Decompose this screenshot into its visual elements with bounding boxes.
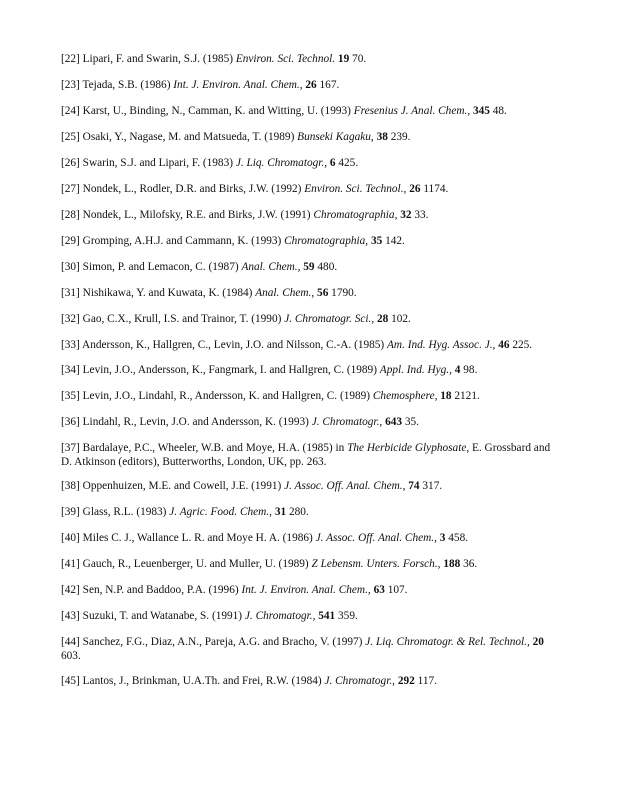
reference-pages: 35.: [404, 415, 419, 428]
reference-journal: Appl. Ind. Hyg.,: [379, 363, 452, 376]
reference-pages: 107.: [387, 584, 408, 596]
reference-entry: [61, 52, 556, 66]
reference-journal: Chemosphere,: [372, 389, 438, 402]
reference-authors: Gao, C.X., Krull, I.S. and Trainor, T. (1990): [82, 313, 282, 325]
reference-authors: Gromping, A.H.J. and Cammann, K. (1993): [82, 235, 282, 247]
reference-pages: 1174.: [423, 183, 449, 195]
reference-entry: [61, 609, 556, 623]
reference-journal: Anal. Chem.,: [241, 261, 301, 273]
reference-number: [26]: [61, 157, 80, 169]
reference-authors: Gauch, R., Leuenberger, U. and Muller, U. (1989): [82, 558, 309, 570]
reference-volume: 19: [337, 53, 350, 65]
reference-authors: Bardalaye, P.C., Wheeler, W.B. and Moye, H.A. (1985) in: [82, 441, 345, 454]
reference-volume: 3: [439, 532, 446, 544]
reference-number: [45]: [61, 674, 80, 687]
reference-number: [44]: [61, 636, 80, 648]
reference-pages: 225.: [512, 339, 533, 351]
reference-pages: 1790.: [331, 287, 357, 299]
reference-number: [41]: [61, 558, 80, 570]
reference-volume: 28: [376, 313, 389, 325]
reference-number: [24]: [61, 105, 80, 117]
reference-journal: J. Assoc. Off. Anal. Chem.,: [284, 480, 406, 492]
reference-authors: Sanchez, F.G., Diaz, A.N., Pareja, A.G. and Bracho, V. (1997): [82, 636, 363, 648]
reference-pages: 458.: [448, 532, 469, 544]
reference-pages: 98.: [463, 363, 478, 376]
reference-number: [35]: [61, 389, 80, 402]
reference-entry: [61, 557, 556, 571]
reference-volume: 345: [472, 105, 490, 117]
reference-pages: 36.: [463, 558, 478, 570]
reference-number: [32]: [61, 313, 80, 325]
reference-entry: [61, 389, 556, 403]
reference-number: [29]: [61, 235, 80, 247]
reference-number: [31]: [61, 287, 80, 299]
reference-authors: Nishikawa, Y. and Kuwata, K. (1984): [82, 287, 253, 299]
reference-volume: 541: [318, 610, 336, 622]
reference-entry: [61, 415, 556, 429]
reference-entry: [61, 312, 556, 326]
reference-authors: Glass, R.L. (1983): [82, 506, 167, 518]
reference-authors: Levin, J.O., Andersson, K., Fangmark, I. and Hallgren, C. (1989): [82, 363, 377, 376]
reference-entry: [61, 583, 556, 597]
reference-volume: 74: [408, 480, 420, 492]
reference-pages: 480.: [317, 261, 338, 273]
reference-authors: Karst, U., Binding, N., Camman, K. and Witting, U. (1993): [82, 105, 351, 117]
reference-journal: The Herbicide Glyphosate,: [347, 441, 470, 454]
reference-journal: J. Agric. Food. Chem.,: [169, 506, 272, 518]
reference-authors: Suzuki, T. and Watanabe, S. (1991): [82, 610, 243, 622]
reference-number: [40]: [61, 532, 80, 544]
reference-pages: 70.: [352, 53, 367, 65]
reference-number: [30]: [61, 261, 80, 273]
reference-entry: [61, 338, 556, 352]
reference-pages: 239.: [390, 131, 411, 143]
reference-volume: 4: [454, 363, 461, 376]
reference-pages: 142.: [385, 235, 405, 247]
reference-number: [22]: [61, 53, 80, 65]
reference-volume: 31: [274, 506, 287, 518]
reference-pages: 317.: [422, 480, 443, 492]
reference-authors: Miles C. J., Wallance L. R. and Moye H. A. (1986): [82, 532, 313, 544]
reference-pages: 280.: [288, 506, 309, 518]
reference-journal: J. Liq. Chromatogr.,: [235, 157, 328, 169]
reference-number: [38]: [61, 480, 80, 492]
reference-entry: [61, 208, 556, 222]
reference-journal: J. Chromatogr.,: [244, 610, 316, 622]
reference-number: [28]: [61, 209, 80, 221]
reference-pages: 2121.: [454, 389, 480, 402]
reference-authors: Lipari, F. and Swarin, S.J. (1985): [82, 53, 233, 65]
reference-volume: 35: [370, 235, 383, 247]
reference-pages: 167.: [319, 79, 340, 91]
reference-authors: Swarin, S.J. and Lipari, F. (1983): [82, 157, 233, 169]
reference-entry: [61, 156, 556, 170]
reference-authors: Lantos, J., Brinkman, U.A.Th. and Frei, R.W. (1984): [82, 674, 322, 687]
reference-pages: 33.: [414, 209, 429, 221]
reference-journal: Bunseki Kagaku,: [297, 131, 374, 143]
reference-entry: [61, 130, 556, 144]
reference-pages: 102.: [391, 313, 411, 325]
reference-number: [27]: [61, 183, 80, 195]
reference-journal: J. Assoc. Off. Anal. Chem.,: [315, 532, 437, 544]
reference-authors: Osaki, Y., Nagase, M. and Matsueda, T. (1989): [82, 131, 295, 143]
reference-authors: Levin, J.O., Lindahl, R., Andersson, K. and Hallgren, C. (1989): [82, 389, 371, 402]
reference-volume: 18: [440, 389, 452, 402]
reference-authors: Tejada, S.B. (1986): [82, 79, 171, 91]
reference-pages: 48.: [492, 105, 507, 117]
reference-journal: Z Lebensm. Unters. Forsch.,: [311, 558, 441, 570]
reference-journal: Environ. Sci. Technol.,: [304, 183, 407, 195]
reference-journal: J. Chromatogr. Sci.,: [284, 313, 375, 325]
reference-authors: Oppenhuizen, M.E. and Cowell, J.E. (1991): [82, 480, 282, 492]
reference-list: [61, 52, 556, 700]
reference-volume: 292: [397, 674, 415, 687]
reference-journal: Anal. Chem.,: [255, 287, 315, 299]
reference-authors: Nondek, L., Rodler, D.R. and Birks, J.W. (1992): [82, 183, 302, 195]
reference-entry: [61, 531, 556, 545]
reference-entry: [61, 363, 556, 377]
reference-journal: Chromatographia,: [313, 209, 398, 221]
reference-entry: [61, 505, 556, 519]
reference-pages: 117.: [417, 674, 437, 687]
reference-volume: 26: [409, 183, 421, 195]
reference-authors: Andersson, K., Hallgren, C., Levin, J.O. and Nilsson, C.-A. (1985): [82, 339, 385, 351]
reference-authors: Nondek, L., Milofsky, R.E. and Birks, J.W. (1991): [82, 209, 311, 221]
reference-journal: Int. J. Environ. Anal. Chem.,: [173, 79, 303, 91]
reference-entry: [61, 479, 556, 493]
reference-volume: 188: [443, 558, 461, 570]
reference-entry: [61, 635, 556, 663]
reference-number: [37]: [61, 441, 80, 454]
reference-authors: Lindahl, R., Levin, J.O. and Andersson, K. (1993): [82, 415, 309, 428]
reference-pages: 603.: [61, 650, 81, 662]
reference-number: [43]: [61, 610, 80, 622]
reference-authors: Sen, N.P. and Baddoo, P.A. (1996): [82, 584, 239, 596]
reference-volume: 38: [376, 131, 388, 143]
reference-entry: [61, 104, 556, 118]
reference-journal: J. Chromatogr.,: [311, 415, 383, 428]
reference-entry: [61, 674, 556, 688]
reference-number: [39]: [61, 506, 80, 518]
reference-journal: Fresenius J. Anal. Chem.,: [353, 105, 471, 117]
reference-volume: 20: [532, 636, 544, 648]
reference-pages: E. Grossbard and D. Atkinson (editors), Butterworths, London, UK, pp. 263.: [61, 441, 551, 468]
reference-authors: Simon, P. and Lemacon, C. (1987): [82, 261, 239, 273]
reference-entry: [61, 441, 556, 469]
reference-journal: J. Liq. Chromatogr. & Rel. Technol.,: [365, 636, 530, 648]
reference-entry: [61, 260, 556, 274]
reference-journal: Chromatographia,: [284, 235, 369, 247]
reference-entry: [61, 182, 556, 196]
reference-number: [23]: [61, 79, 80, 91]
reference-volume: 26: [305, 79, 317, 91]
reference-number: [36]: [61, 415, 80, 428]
reference-volume: 32: [400, 209, 412, 221]
reference-entry: [61, 234, 556, 248]
reference-journal: Int. J. Environ. Anal. Chem.,: [241, 584, 371, 596]
reference-number: [33]: [61, 339, 80, 351]
reference-volume: 46: [498, 339, 510, 351]
reference-number: [34]: [61, 363, 80, 376]
reference-volume: 56: [317, 287, 329, 299]
reference-entry: [61, 286, 556, 300]
reference-volume: 643: [385, 415, 403, 428]
reference-journal: Environ. Sci. Technol.: [235, 53, 336, 65]
reference-pages: 425.: [338, 157, 359, 169]
reference-volume: 59: [303, 261, 315, 273]
reference-entry: [61, 78, 556, 92]
reference-journal: J. Chromatogr.,: [324, 674, 395, 687]
reference-journal: Am. Ind. Hyg. Assoc. J.,: [387, 339, 496, 351]
reference-volume: 6: [329, 157, 336, 169]
reference-number: [25]: [61, 131, 80, 143]
reference-number: [42]: [61, 584, 80, 596]
reference-volume: 63: [373, 584, 385, 596]
reference-pages: 359.: [338, 610, 358, 622]
